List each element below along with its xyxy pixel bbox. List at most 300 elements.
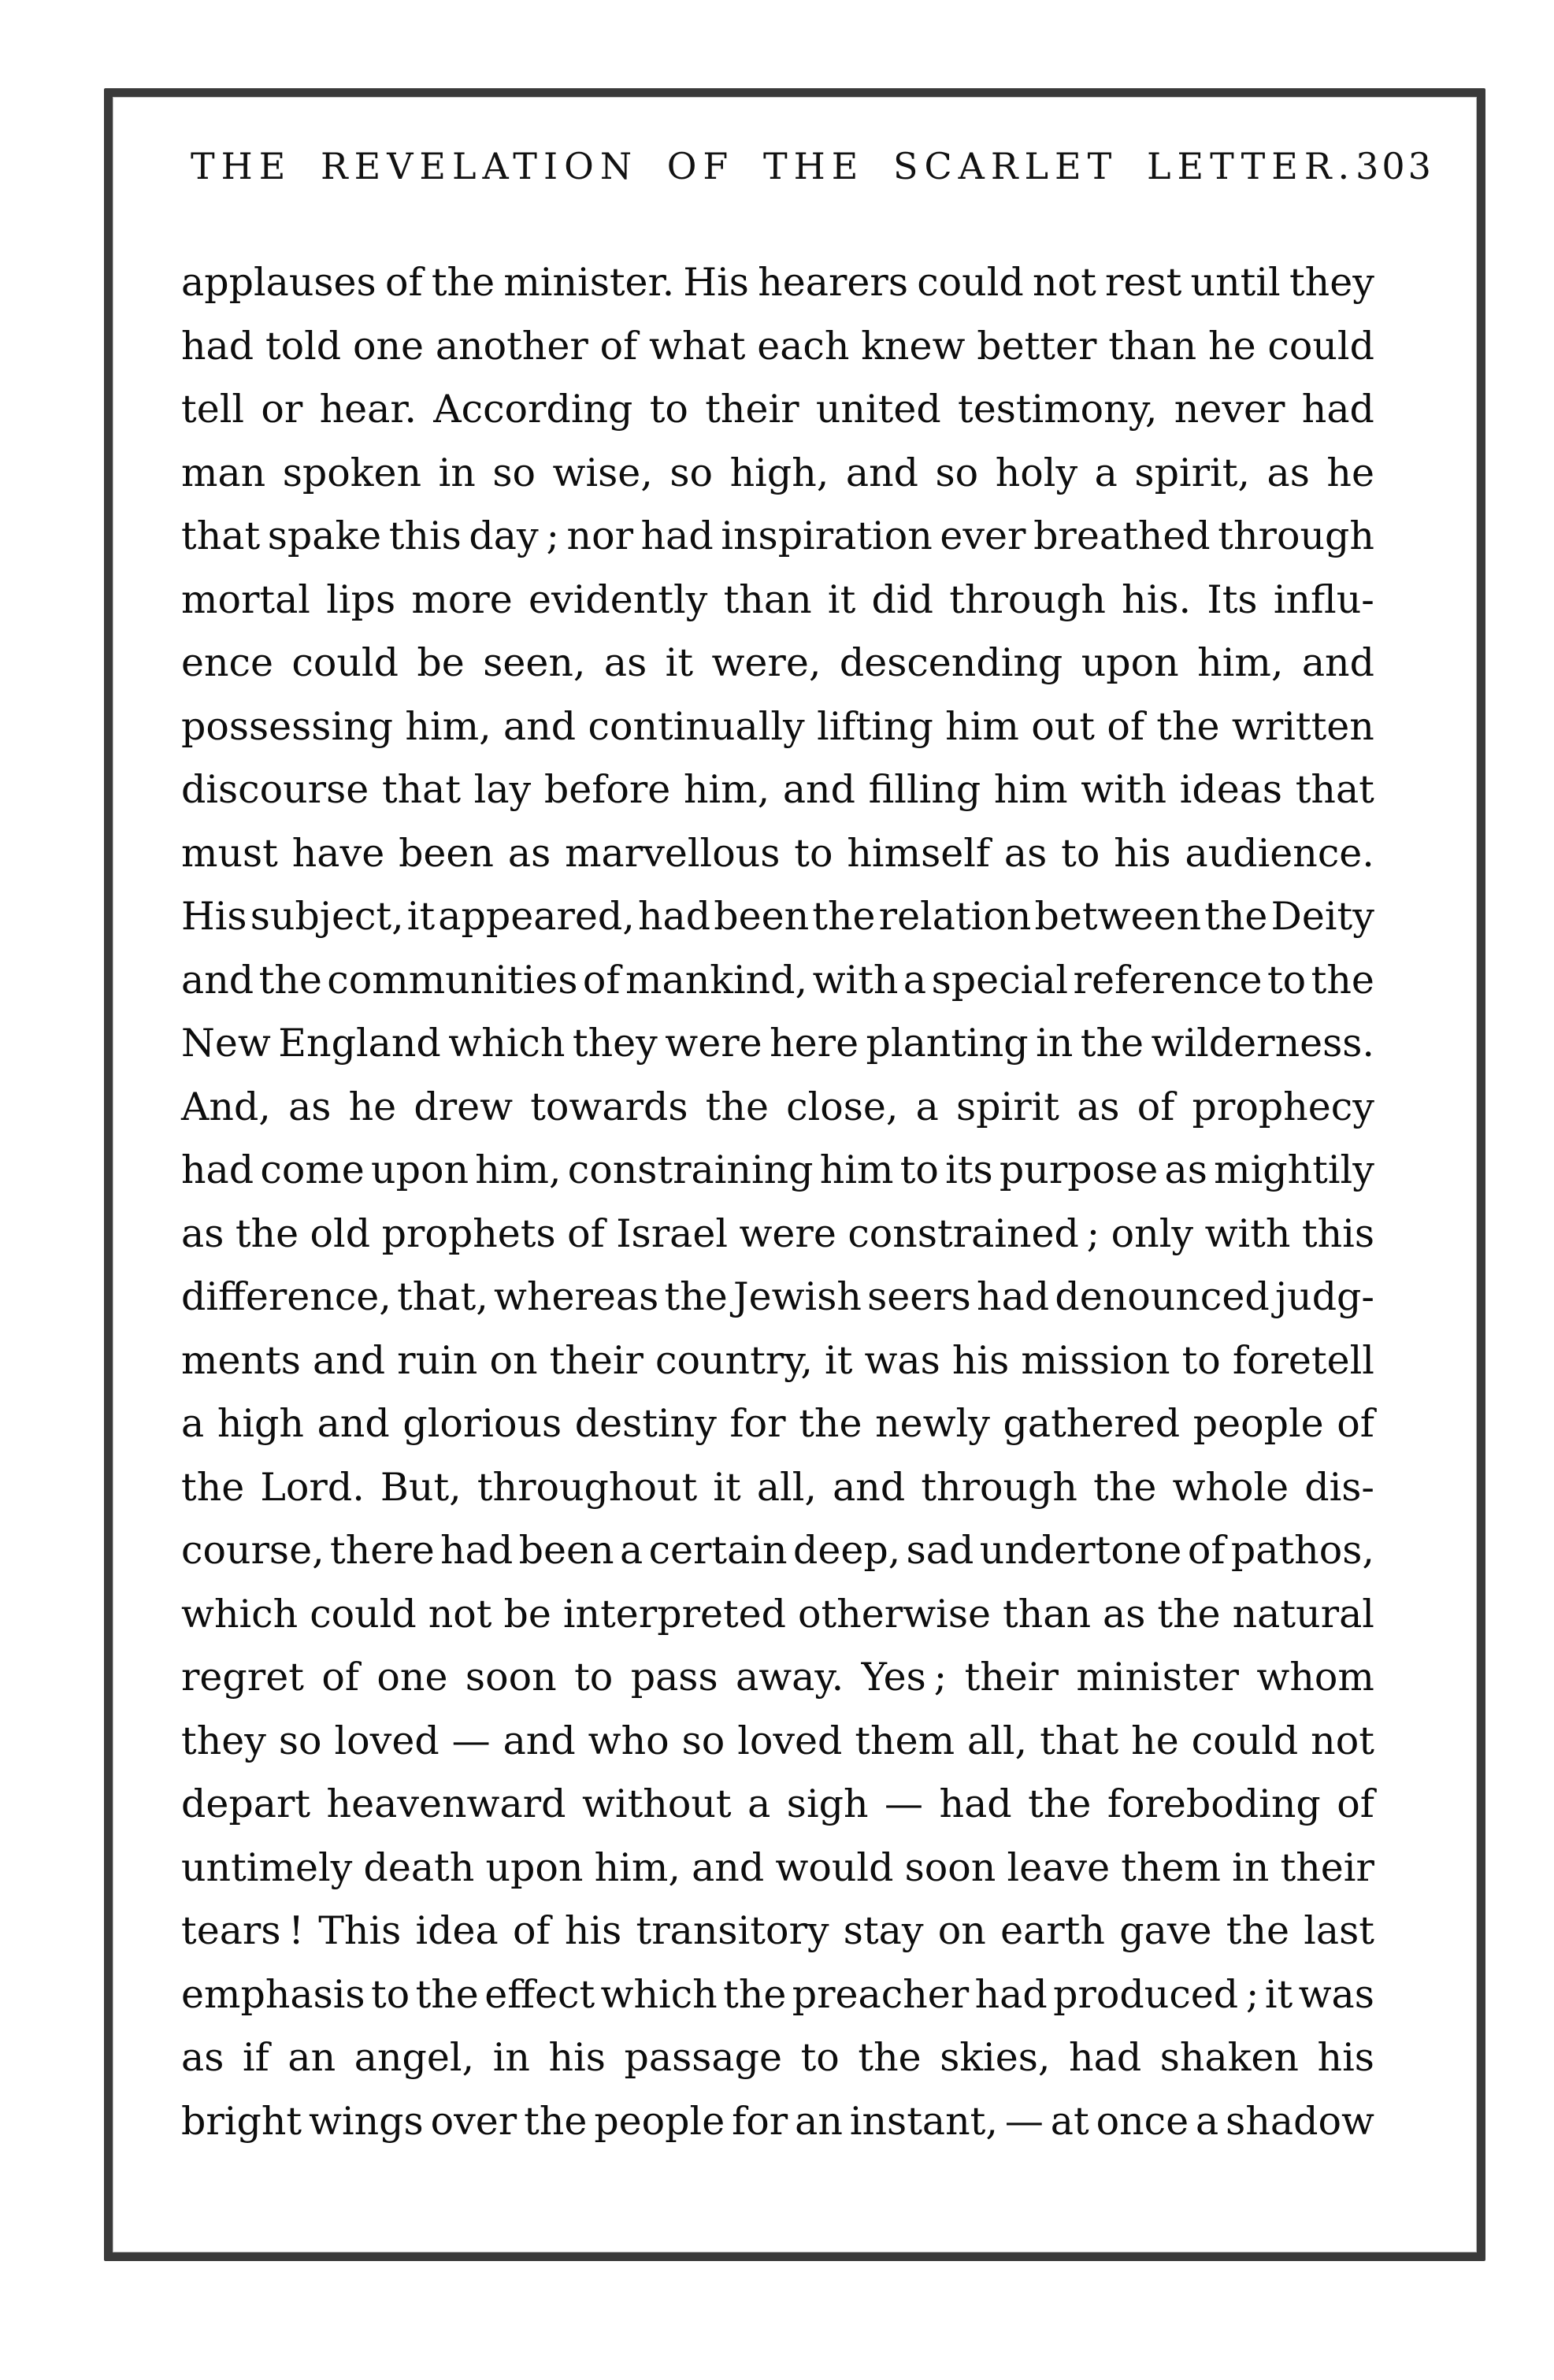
word: England [278, 1021, 441, 1066]
word: ence [181, 640, 273, 685]
word: the [1204, 894, 1268, 939]
word: the [1226, 1908, 1289, 1953]
text-line [181, 1972, 1374, 2036]
word: through [921, 1464, 1077, 1510]
word: so [681, 1718, 725, 1763]
word: it [665, 640, 694, 685]
word: himself [847, 830, 991, 876]
word: as [1077, 1084, 1120, 1129]
word: of [1337, 1781, 1374, 1826]
word: of [1107, 703, 1144, 749]
word: prophecy [1192, 1084, 1374, 1129]
text-line [181, 2099, 1374, 2163]
word: be [503, 1591, 551, 1637]
word: stay [843, 1908, 924, 1953]
word: throughout [477, 1464, 698, 1510]
word: in [1036, 1021, 1074, 1066]
word: the [431, 260, 495, 305]
word: tell [181, 387, 245, 432]
word: Israel [616, 1210, 729, 1256]
word: in [492, 2035, 530, 2080]
word: the [799, 1401, 862, 1446]
word: and [1301, 640, 1374, 685]
word: spoken [282, 450, 422, 495]
word: not [1311, 1718, 1374, 1763]
word: pass [630, 1655, 718, 1700]
word: and [317, 1401, 390, 1446]
word: it [825, 1337, 853, 1383]
word: him [819, 1147, 894, 1192]
word: ments [181, 1337, 301, 1383]
word: and [312, 1337, 386, 1383]
word: upon [485, 1844, 584, 1890]
word: must [181, 830, 278, 876]
word: spirit, [1134, 450, 1250, 495]
word: there [330, 1528, 435, 1573]
word: in [438, 450, 476, 495]
word: have [291, 830, 385, 876]
word: Lord. [260, 1464, 365, 1510]
word: Deity [1270, 894, 1374, 939]
word: mankind, [625, 957, 808, 1003]
word: evidently [529, 576, 708, 622]
word: of [1337, 1401, 1374, 1446]
word: could [917, 260, 1024, 305]
word: purpose [999, 1147, 1159, 1192]
word: high, [729, 450, 829, 495]
word: His [683, 260, 749, 305]
word: man [181, 450, 266, 495]
word: him [945, 703, 1019, 749]
word: had [640, 513, 714, 558]
word: difference, [181, 1274, 391, 1319]
word: had [939, 1781, 1012, 1826]
word: But, [380, 1464, 462, 1510]
word: upon [371, 1147, 469, 1192]
text-line [181, 577, 1374, 641]
word: without [581, 1781, 732, 1826]
word: depart [181, 1781, 311, 1826]
word: so [669, 450, 714, 495]
word: knew [861, 323, 966, 369]
word: appeared, [438, 894, 635, 939]
word: ideas [1179, 767, 1283, 812]
word: wilderness. [1151, 1021, 1374, 1066]
word: the [1157, 1591, 1221, 1637]
page-number: 303 [1356, 145, 1434, 187]
word: the [723, 1971, 787, 2017]
word: testimony, [958, 387, 1158, 432]
word: sad [906, 1528, 974, 1573]
word: out [1031, 703, 1095, 749]
word: not [428, 1591, 492, 1637]
word: each [757, 323, 850, 369]
word: high [217, 1401, 304, 1446]
word: Its [1207, 576, 1258, 622]
word: planting [866, 1021, 1029, 1066]
word: denounced [1055, 1274, 1270, 1319]
word: Jewish [732, 1274, 862, 1319]
word: drew [414, 1084, 514, 1129]
word: natural [1232, 1591, 1374, 1637]
word: would [775, 1844, 894, 1890]
word: ruin [397, 1337, 478, 1383]
word: not [1033, 260, 1096, 305]
word: him [993, 767, 1068, 812]
word: of [582, 957, 621, 1003]
word: interpreted [562, 1591, 787, 1637]
word: pathos, [1230, 1528, 1374, 1573]
word: heavenward [326, 1781, 566, 1826]
word: if [242, 2035, 269, 2080]
word: than [1108, 323, 1197, 369]
text-line [181, 1908, 1374, 1972]
word: was [864, 1337, 940, 1383]
word: had [440, 1528, 514, 1573]
word: and [845, 450, 918, 495]
word: did [871, 576, 933, 622]
text-line [181, 387, 1374, 450]
word: the [1080, 1021, 1144, 1066]
word: the [1311, 957, 1374, 1003]
word: to [1181, 1337, 1221, 1383]
word: and [181, 957, 254, 1003]
word: his [564, 1908, 622, 1953]
word: lifting [817, 703, 933, 749]
word: on [489, 1337, 538, 1383]
word: which [181, 1591, 299, 1637]
word: lips [326, 576, 396, 622]
word: reference [1073, 957, 1263, 1003]
word: the [705, 1084, 769, 1129]
word: constraining [567, 1147, 814, 1192]
word: that [181, 513, 261, 558]
word: hear. [319, 387, 417, 432]
word: until [1190, 260, 1281, 305]
word: the [258, 957, 322, 1003]
word: over [430, 2098, 517, 2144]
word: wings [309, 2098, 424, 2144]
word: the [858, 2035, 922, 2080]
word: of [1187, 1528, 1226, 1573]
word: death [363, 1844, 475, 1890]
word: as [1164, 1147, 1207, 1192]
word: than [1002, 1591, 1092, 1637]
word: they [181, 1718, 266, 1763]
word: been [714, 894, 810, 939]
word: upon [1081, 640, 1179, 685]
word: the [664, 1274, 728, 1319]
word: loved [737, 1718, 843, 1763]
word: away. [736, 1655, 844, 1700]
word: This [318, 1908, 402, 1953]
word: could [291, 640, 399, 685]
word: as [507, 830, 551, 876]
word: a [1094, 450, 1118, 495]
word: continually [588, 703, 805, 749]
text-line [181, 1845, 1374, 1909]
body-text [181, 260, 1374, 2162]
word: as [1003, 830, 1048, 876]
word: untimely [181, 1844, 353, 1890]
word: to [1267, 957, 1307, 1003]
word: course, [181, 1528, 325, 1573]
word: a [747, 1781, 771, 1826]
word: his [951, 1337, 1010, 1383]
word: him, [405, 703, 491, 749]
word: otherwise [798, 1591, 991, 1637]
word: been [399, 830, 494, 876]
word: shaken [1159, 2035, 1299, 2080]
word: the [1156, 703, 1220, 749]
word: and [833, 1464, 906, 1510]
word: lay [473, 767, 532, 812]
text-line [181, 1718, 1374, 1782]
word: leave [1007, 1844, 1111, 1890]
text-line [181, 1338, 1374, 1402]
word: a [903, 957, 927, 1003]
text-line [181, 894, 1374, 958]
word: shadow [1226, 2098, 1374, 2144]
word: his. [1122, 576, 1192, 622]
word: inspiration [721, 513, 933, 558]
word: here [770, 1021, 859, 1066]
word: which [600, 1971, 718, 2017]
text-line [181, 704, 1374, 768]
word: once [1096, 2098, 1189, 2144]
text-line [181, 1084, 1374, 1148]
word: his [548, 2035, 606, 2080]
word: he [1326, 450, 1374, 495]
word: produced ; [1053, 1971, 1259, 2017]
word: an [795, 2098, 843, 2144]
word: hearers [758, 260, 908, 305]
word: holy [995, 450, 1078, 495]
word: to [574, 1655, 614, 1700]
word: its [945, 1147, 993, 1192]
word: a [181, 1401, 205, 1446]
word: as [181, 2035, 224, 2080]
word: them [1121, 1844, 1221, 1890]
word: was [1298, 1971, 1374, 2017]
word: one [352, 323, 425, 369]
word: towards [530, 1084, 688, 1129]
word: it [406, 894, 436, 939]
word: gathered [1003, 1401, 1181, 1446]
word: And, [181, 1084, 271, 1129]
word: spake [267, 513, 382, 558]
word: — [1004, 2098, 1044, 2144]
text-line [181, 513, 1374, 577]
word: be [417, 640, 465, 685]
text-line [181, 1655, 1374, 1718]
text-line [181, 1528, 1374, 1592]
word: New [181, 1021, 271, 1066]
word: better [977, 323, 1097, 369]
word: minister [1076, 1655, 1239, 1700]
word: who [588, 1718, 669, 1763]
word: and [782, 767, 855, 812]
text-line [181, 450, 1374, 514]
running-head [181, 145, 1434, 193]
word: preacher [792, 1971, 970, 2017]
word: transitory [636, 1908, 829, 1953]
word: written [1231, 703, 1374, 749]
word: his [1317, 2035, 1374, 2080]
word: applauses [181, 260, 376, 305]
word: to [1061, 830, 1100, 876]
word: this [1301, 1210, 1374, 1256]
word: minister. [503, 260, 675, 305]
word: the [181, 1464, 245, 1510]
word: at [1050, 2098, 1089, 2144]
word: him, [1197, 640, 1284, 685]
text-line [181, 1401, 1374, 1465]
word: had [974, 1971, 1048, 2017]
text-line [181, 260, 1374, 324]
word: idea [415, 1908, 499, 1953]
word: and [503, 703, 577, 749]
word: dis- [1304, 1464, 1374, 1510]
word: the [1028, 1781, 1092, 1826]
word: more [411, 576, 513, 622]
word: judg- [1274, 1274, 1374, 1319]
word: constrained ; [847, 1210, 1100, 1256]
word: of [599, 323, 638, 369]
word: tears ! [181, 1908, 304, 1953]
text-line [181, 831, 1374, 895]
word: destiny [574, 1401, 717, 1446]
word: mortal [181, 576, 310, 622]
word: seen, [483, 640, 586, 685]
word: of [1137, 1084, 1175, 1129]
word: people [594, 2098, 725, 2144]
word: special [931, 957, 1069, 1003]
word: nor [566, 513, 634, 558]
word: were, [711, 640, 822, 685]
word: that [1295, 767, 1374, 812]
word: that [1040, 1718, 1119, 1763]
word: of [321, 1655, 359, 1700]
word: rest [1105, 260, 1182, 305]
word: instant, [849, 2098, 998, 2144]
word: the [524, 2098, 588, 2144]
word: never [1174, 387, 1285, 432]
word: for [729, 1401, 786, 1446]
word: he [348, 1084, 397, 1129]
word: had [1301, 387, 1374, 432]
word: an [287, 2035, 336, 2080]
word: before [543, 767, 671, 812]
word: of [567, 1210, 605, 1256]
word: the [235, 1210, 299, 1256]
word: bright [181, 2098, 302, 2144]
word: as [1103, 1591, 1146, 1637]
word: could [1267, 323, 1374, 369]
word: been [518, 1528, 614, 1573]
word: wise, [552, 450, 653, 495]
word: had [637, 894, 711, 939]
word: come [260, 1147, 365, 1192]
word: for [732, 2098, 788, 2144]
word: all, [756, 1464, 817, 1510]
word: a [915, 1084, 939, 1129]
word: last [1304, 1908, 1374, 1953]
word: he [1208, 323, 1256, 369]
word: his [1114, 830, 1171, 876]
word: to [649, 387, 688, 432]
word: ever [940, 513, 1026, 558]
word: on [937, 1908, 986, 1953]
word: earth [1000, 1908, 1105, 1953]
text-line [181, 1211, 1374, 1275]
word: so [492, 450, 536, 495]
word: discourse [181, 767, 369, 812]
word: had [181, 1147, 254, 1192]
word: as [288, 1084, 332, 1129]
word: united [815, 387, 941, 432]
page-border-frame [104, 88, 1485, 2261]
word: people [1192, 1401, 1324, 1446]
word: glorious [402, 1401, 562, 1446]
word: relation [878, 894, 1032, 939]
word: and [503, 1718, 576, 1763]
word: whereas [494, 1274, 659, 1319]
word: had [181, 323, 254, 369]
word: to [899, 1147, 939, 1192]
word: had [1069, 2035, 1142, 2080]
word: one [376, 1655, 448, 1700]
word: they [1289, 260, 1374, 305]
word: could [310, 1591, 417, 1637]
word: mightily [1214, 1147, 1374, 1192]
word: passage [624, 2035, 782, 2080]
word: old [310, 1210, 371, 1256]
word: it [827, 576, 856, 622]
word: foretell [1232, 1337, 1374, 1383]
word: Yes ; [861, 1655, 948, 1700]
word: only [1111, 1210, 1194, 1256]
word: through [949, 576, 1106, 622]
word: emphasis [181, 1971, 365, 2017]
text-line [181, 640, 1374, 704]
word: their [549, 1337, 643, 1383]
word: a [619, 1528, 643, 1573]
word: than [723, 576, 812, 622]
text-line [181, 767, 1374, 831]
word: prophets [381, 1210, 556, 1256]
text-line [181, 1465, 1374, 1529]
word: mission [1021, 1337, 1170, 1383]
word: and [692, 1844, 765, 1890]
word: it [713, 1464, 741, 1510]
word: sigh [786, 1781, 869, 1826]
word: close, [786, 1084, 899, 1129]
word: soon [904, 1844, 996, 1890]
word: subject, [250, 894, 404, 939]
word: as [1267, 450, 1310, 495]
word: a [1196, 2098, 1219, 2144]
word: day ; [469, 513, 559, 558]
word: to [800, 2035, 840, 2080]
word: with [1204, 1210, 1291, 1256]
word: soon [465, 1655, 557, 1700]
word: His [181, 894, 247, 939]
word: another [435, 323, 588, 369]
word: newly [875, 1401, 990, 1446]
text-area [181, 97, 1434, 2252]
text-line [181, 958, 1374, 1021]
